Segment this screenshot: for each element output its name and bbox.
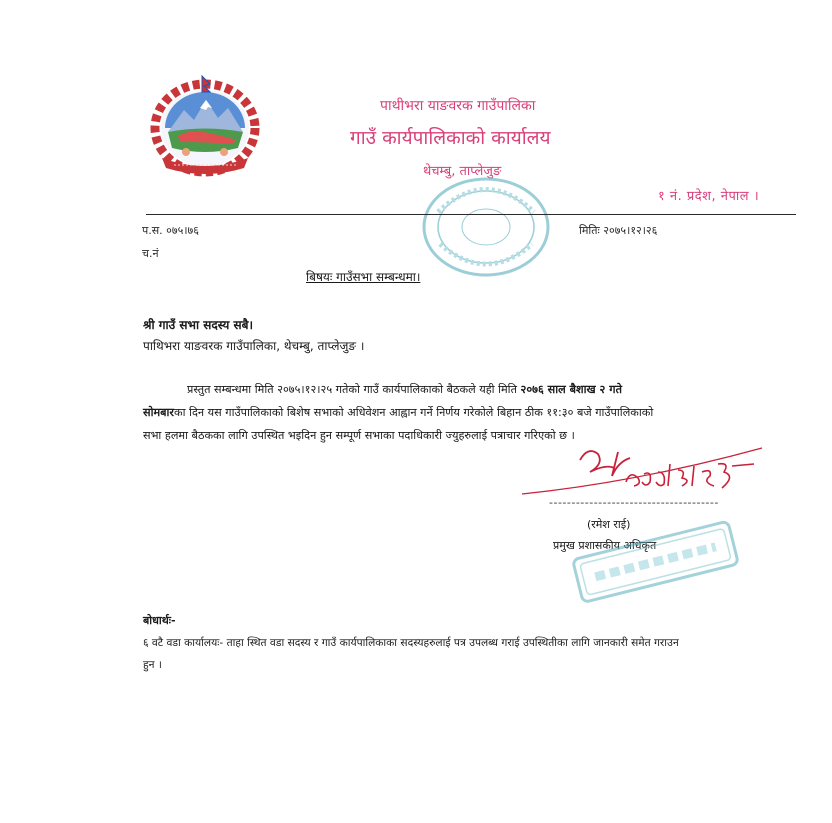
office-seal-icon — [418, 172, 554, 282]
body-line-1-text: प्रस्तुत सम्बन्धमा मिति २०७५।१२।२५ गतेको गाउँ कार्यपालिकाको बैठकले यही मिति — [187, 383, 521, 396]
office-name: गाउँ कार्यपालिकाको कार्यालय — [350, 127, 551, 149]
letter-body — [143, 378, 798, 447]
cc-line-1: ६ वटै वडा कार्यालयः- ताहा स्थित वडा सदस्य र गाउँ कार्यपालिकाका सदस्यहरुलाई पत्र उपलब्ध गराई उपस्थितीका लागि जानकारी समेत गराउन — [143, 637, 679, 649]
signature-line: -------------------------------------- — [549, 496, 719, 509]
municipality-name: पाथीभरा याङवरक गाउँपालिका — [380, 98, 536, 114]
office-address: थेचम्बु, ताप्लेजुङ — [423, 164, 502, 179]
body-line-3: सभा हलमा बैठकका लागि उपस्थित भइदिन हुन सम्पूर्ण सभाका पदाधिकारी ज्युहरुलाई पत्राचार गरिएको छ । — [143, 429, 575, 442]
body-line-2 — [143, 401, 798, 424]
cc-body — [143, 632, 798, 676]
letter-date: मितिः २०७५।१२।२६ — [579, 224, 658, 237]
nepal-emblem-icon — [148, 70, 262, 180]
body-line-2-bold: सोमबार — [143, 406, 175, 419]
body-line-2-text: का दिन यस गाउँपालिकाको बिशेष सभाको अधिवेशन आह्वान गर्ने निर्णय गरेकोले बिहान ठीक ११:३० बजे गाउँपालिकाको — [174, 406, 654, 419]
cc-heading: बोधार्थः- — [143, 614, 176, 627]
dispatch-number: च.नं — [142, 247, 159, 260]
header-divider — [146, 214, 796, 215]
cc-line-2: हुन । — [143, 659, 162, 671]
addressee-line-1: श्री गाउँ सभा सदस्य सबै। — [143, 318, 254, 332]
letter-number: प.स. ०७५।७६ — [142, 224, 199, 237]
body-line-1 — [143, 378, 798, 401]
signer-title: प्रमुख प्रशासकीय अधिकृत — [553, 539, 657, 552]
body-line-1-bold: २०७६ साल बैशाख २ गते — [520, 383, 622, 396]
designation-stamp-icon — [562, 516, 748, 612]
addressee-line-2: पाथिभरा याङवरक गाउँपालिका, थेचम्बु, ताप्लेजुङ । — [143, 339, 365, 353]
letter-subject: बिषयः गाउँसभा सम्बन्धमा। — [306, 270, 421, 284]
province-label: १ नं. प्रदेश, नेपाल । — [658, 189, 760, 204]
signer-name: (रमेश राई) — [587, 518, 631, 531]
handwritten-signature-icon — [518, 442, 764, 500]
